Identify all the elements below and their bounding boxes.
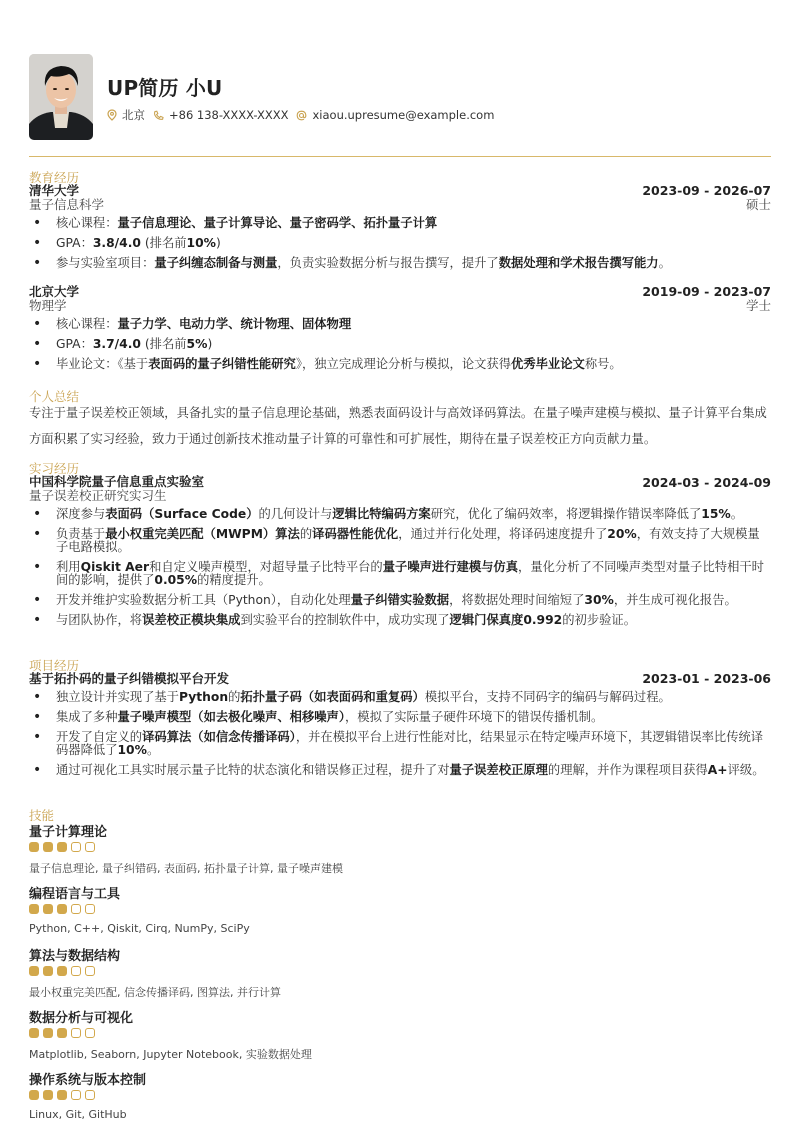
rating-dot-filled (57, 1090, 67, 1100)
skill-name: 算法与数据结构 (29, 949, 121, 964)
avatar-photo (29, 54, 93, 140)
major: 物理学 (29, 298, 67, 313)
bullet: • 独立设计并实现了基于Python的拓扑量子码（如表面码和重复码）模拟平台，支持不同码字的编码与解码过程。 (29, 691, 771, 704)
rating-dot-filled (29, 842, 39, 852)
rating-dot-filled (43, 966, 53, 976)
bullet: • 毕业论文：《基于表面码的量子纠错性能研究》，独立完成理论分析与模拟，论文获得优秀毕业论文称号。 (29, 358, 771, 371)
bullet: • 负责基于最小权重完美匹配（MWPM）算法的译码器性能优化，通过并行化处理，将译码速度提升了20%，有效支持了大规模量子电路模拟。 (29, 528, 771, 554)
skill-name: 操作系统与版本控制 (29, 1073, 147, 1088)
contact-list (107, 107, 502, 123)
role: 量子误差校正研究实习生 (29, 488, 167, 503)
education-entry-2 (29, 285, 771, 313)
section-title-education: 教育经历 (29, 170, 80, 185)
skill-name: 数据分析与可视化 (29, 1011, 134, 1026)
rating-dot-filled (57, 842, 67, 852)
bullet: • 集成了多种量子噪声模型（如去极化噪声、相移噪声），模拟了实际量子硬件环境下的错误传播机制。 (29, 711, 771, 724)
project-entry (29, 672, 771, 686)
bullet: • 利用Qiskit Aer和自定义噪声模型，对超导量子比特平台的量子噪声进行建模与仿真，量化分析了不同噪声类型对量子比特相干时间的影响，提供了0.05%的精度提升。 (29, 561, 771, 587)
email-text: xiaou.upresume@example.com (312, 108, 495, 122)
contact-email[interactable] (296, 108, 494, 122)
bullet: • GPA：3.8/4.0 (排名前10%) (29, 237, 771, 250)
rating-dot-empty (71, 966, 81, 976)
rating-dot-filled (43, 1028, 53, 1038)
skill-description: Matplotlib, Seaborn, Jupyter Notebook, 实验数据处理 (29, 1048, 312, 1061)
map-pin-icon (107, 109, 117, 121)
header-divider (29, 156, 771, 157)
rating-dot-filled (57, 904, 67, 914)
project-name: 基于拓扑码的量子纠错模拟平台开发 (29, 671, 230, 686)
rating-dot-filled (29, 966, 39, 976)
organization-name: 中国科学院量子信息重点实验室 (29, 474, 205, 489)
education-entry-1 (29, 184, 771, 212)
project-bullets (29, 691, 771, 777)
rating-dot-empty (85, 842, 95, 852)
skill-description: Linux, Git, GitHub (29, 1108, 127, 1121)
skill-rating (29, 966, 99, 976)
bullet: • 开发了自定义的译码算法（如信念传播译码），并在模拟平台上进行性能对比，结果显示在特定噪声环境下，其逻辑错误率比传统译码器降低了10%。 (29, 731, 771, 757)
rating-dot-empty (71, 1090, 81, 1100)
major: 量子信息科学 (29, 197, 105, 212)
bullet: • 开发并维护实验数据分析工具（Python），自动化处理量子纠错实验数据，将数据处理时间缩短了30%，并生成可视化报告。 (29, 594, 771, 607)
bullet: • 与团队协作，将误差校正模块集成到实验平台的控制软件中，成功实现了逻辑门保真度0.992的初步验证。 (29, 614, 771, 627)
contact-phone (153, 108, 288, 122)
rating-dot-filled (57, 1028, 67, 1038)
skill-rating (29, 904, 99, 914)
section-title-skills: 技能 (29, 808, 55, 823)
rating-dot-empty (85, 1028, 95, 1038)
school-name: 北京大学 (29, 284, 80, 299)
rating-dot-empty (71, 904, 81, 914)
skill-rating (29, 1090, 99, 1100)
rating-dot-filled (29, 1028, 39, 1038)
summary-text: 专注于量子误差校正领域，具备扎实的量子信息理论基础，熟悉表面码设计与高效译码算法。在量子噪声建模与模拟、量子计算平台集成方面积累了实习经验，致力于通过创新技术推动量子计算的可靠性和可扩展性，期待在量子误差校正方向贡献力量。 (29, 406, 767, 446)
rating-dot-filled (43, 1090, 53, 1100)
degree: 硕士 (745, 197, 771, 212)
skill-rating (29, 1028, 99, 1038)
bullet: • 参与实验室项目：量子纠缠态制备与测量，负责实验数据分析与报告撰写，提升了数据处理和学术报告撰写能力。 (29, 257, 771, 270)
section-title-project: 项目经历 (29, 658, 80, 673)
phone-text: +86 138-XXXX-XXXX (169, 108, 289, 122)
rating-dot-empty (85, 1090, 95, 1100)
at-icon (296, 110, 307, 121)
school-name: 清华大学 (29, 183, 80, 198)
date-range: 2024-03 - 2024-09 (642, 475, 771, 490)
candidate-name: UP简历 小U (107, 76, 223, 100)
rating-dot-empty (85, 966, 95, 976)
skill-name: 编程语言与工具 (29, 887, 121, 902)
rating-dot-filled (57, 966, 67, 976)
skill-description: 量子信息理论, 量子纠错码, 表面码, 拓扑量子计算, 量子噪声建模 (29, 862, 343, 875)
internship-entry (29, 475, 771, 503)
bullet: • GPA：3.7/4.0 (排名前5%) (29, 338, 771, 351)
phone-icon (153, 110, 164, 121)
skill-description: Python, C++, Qiskit, Cirq, NumPy, SciPy (29, 922, 250, 935)
rating-dot-filled (43, 842, 53, 852)
skill-rating (29, 842, 99, 852)
bullet: • 核心课程：量子力学、电动力学、统计物理、固体物理 (29, 318, 771, 331)
education-2-bullets (29, 318, 771, 371)
location-text: 北京 (122, 108, 145, 122)
skill-description: 最小权重完美匹配, 信念传播译码, 图算法, 并行计算 (29, 986, 281, 999)
section-title-internship: 实习经历 (29, 461, 80, 476)
rating-dot-empty (85, 904, 95, 914)
degree: 学士 (745, 298, 771, 313)
date-range: 2023-09 - 2026-07 (642, 183, 771, 198)
rating-dot-filled (43, 904, 53, 914)
internship-bullets (29, 508, 771, 627)
date-range: 2019-09 - 2023-07 (642, 284, 771, 299)
rating-dot-filled (29, 904, 39, 914)
rating-dot-empty (71, 842, 81, 852)
section-title-summary: 个人总结 (29, 389, 80, 404)
bullet: • 核心课程：量子信息理论、量子计算导论、量子密码学、拓扑量子计算 (29, 217, 771, 230)
rating-dot-filled (29, 1090, 39, 1100)
bullet: • 通过可视化工具实时展示量子比特的状态演化和错误修正过程，提升了对量子误差校正原理的理解，并作为课程项目获得A+评级。 (29, 764, 771, 777)
resume-header (29, 54, 771, 140)
rating-dot-empty (71, 1028, 81, 1038)
skill-name: 量子计算理论 (29, 825, 108, 840)
bullet: • 深度参与表面码（Surface Code）的几何设计与逻辑比特编码方案研究，优化了编码效率，将逻辑操作错误率降低了15%。 (29, 508, 771, 521)
education-1-bullets (29, 217, 771, 270)
date-range: 2023-01 - 2023-06 (642, 671, 771, 686)
contact-location (107, 107, 145, 123)
